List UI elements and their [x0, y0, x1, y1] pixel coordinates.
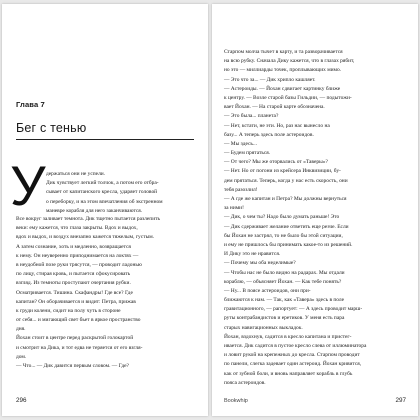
- chapter-label: Глава 7: [16, 100, 45, 109]
- text-line: ближаются к нам. — Так, как «Тавера» здесь в поле: [224, 297, 345, 304]
- text-line: — Это была... планета?: [224, 113, 279, 120]
- left-page: [2, 4, 208, 416]
- text-line: к нему. Он неуверенно приподнимается на локтях —: [16, 252, 139, 259]
- text-line: — Это что за... — Дик хрипло кашляет.: [224, 76, 316, 83]
- text-line: — Будем прятаться.: [224, 150, 271, 157]
- text-line: дом.: [16, 353, 27, 360]
- text-line: дем прятаться. Теперь, когда у нас есть скорость, они: [224, 177, 348, 184]
- text-line: бы Йохан не застрял, то не было бы этой ситуации,: [224, 232, 343, 239]
- text-line: сывает от капитанского кресла, ударяет головой: [46, 189, 158, 196]
- text-line: — Почему мы оба неделимые?: [224, 260, 296, 267]
- text-line: и ему не пришлось бы принимать какое-то из решений.: [224, 241, 353, 248]
- body-text-right: [224, 48, 408, 388]
- text-line: тебя разозлил!: [224, 186, 258, 193]
- text-line: Дик чувствует легкий толчок, а потом его отбра-: [46, 180, 159, 187]
- text-line: как от зубной боли, и вновь направляет корабль в глубь: [224, 370, 353, 377]
- text-line: — Дик сдерживает желание ответить еще резче. Если: [224, 223, 349, 230]
- text-line: и смотрит на Дика, и тот едва не теряется от его взгля-: [16, 344, 143, 351]
- text-line: А затем сознание, хоть и медленно, возвращается: [16, 243, 131, 250]
- text-line: базу... А теперь здесь поле астероидов.: [224, 131, 314, 138]
- text-line: руты контрабандистов и еретиков. У меня есть пара: [224, 315, 345, 322]
- text-line: — Ну... В поясе астероидов, они при-: [224, 287, 311, 294]
- text-line: Йохан, вздохнув, садится в кресло капитана и пристег-: [224, 333, 352, 340]
- text-line: за ними!: [224, 205, 244, 212]
- text-line: от себя... и мигающий свет бьет в яркое пространство: [16, 317, 141, 324]
- text-line: веки: ему кажется, что глаза закрыты. Вдох и выдох,: [16, 225, 138, 232]
- text-line: дня.: [16, 326, 26, 333]
- text-line: Все вокруг заливает темнота. Дик тщетно пытается разлепить: [16, 216, 160, 222]
- text-line: на всю рубку. Сначала Дику кажется, что в глазах рябит,: [224, 58, 355, 65]
- brand-label: Bookwhip: [224, 398, 248, 404]
- text-line: но это — миллиарды точек, проплывающих мимо.: [224, 67, 342, 74]
- text-line: старых навигационных выкладок.: [224, 324, 303, 331]
- text-line: по лицу, стирая кровь, и пытается сфокусировать: [16, 271, 131, 278]
- text-line: кораблю, — объясняет Йохан. — Как тебе понять?: [224, 278, 342, 285]
- text-line: вает Йохан. — На старой карте обозначена.: [224, 104, 325, 111]
- first-paragraph: [46, 170, 196, 216]
- drop-cap: У: [10, 154, 46, 217]
- text-line: взгляд. Из темноты проступают очертания рубки.: [16, 280, 131, 287]
- text-line: — Мы здесь...: [224, 140, 257, 147]
- text-line: гравитационного, — рапортует: — А здесь проводит марш-: [224, 306, 363, 313]
- chapter-title: Бег с тенью: [16, 121, 87, 135]
- text-line: к груди колени, сидит на полу чуть в стороне: [16, 307, 121, 314]
- text-line: о переборку, и на этом впечатления об экстренном: [46, 198, 163, 205]
- text-line: — Астероиды. — Йохан сдвигает картинку ближе: [224, 85, 341, 92]
- text-line: — Нет, кстати, не эти. Но, раз нас вынесло на: [224, 122, 330, 129]
- text-line: Йохан стоит в центре перед раскрытой голокартой: [16, 335, 134, 342]
- text-line: Старпом молча тычет в карту, и та разворачивается: [224, 49, 343, 55]
- text-line: Осматривается. Тишина. Скафандры! Где все? Где: [16, 289, 133, 296]
- text-line: к центру. — Возле старой базы Гильдии, — подытожи-: [224, 94, 352, 101]
- text-line: пояса астероидов.: [224, 379, 266, 386]
- page-number-right: 297: [395, 397, 406, 404]
- text-line: в неудобной позе руки трясутся, — проводит ладонью: [16, 261, 142, 268]
- text-line: — Дик, о чем ты? Надо было думать раньше! Это: [224, 214, 340, 221]
- text-line: — От чего? Мы же оторвались от «Таверы»?: [224, 159, 328, 166]
- right-page: [212, 4, 418, 416]
- text-line: — А где же капитан и Петра? Мы должны вернуться: [224, 196, 347, 202]
- text-line: маневре корабля для него заканчиваются.: [46, 207, 143, 214]
- text-line: И Дику это не нравится.: [224, 251, 281, 258]
- chapter-divider: [16, 139, 194, 140]
- text-line: капитан? Он оборачивается и видит: Петра, прижав: [16, 298, 136, 305]
- text-line: и ловит рукой на крепежных до кресла. Старпом проводит: [224, 352, 360, 359]
- text-line: держаться они не успели.: [46, 171, 106, 177]
- text-line: вдох и выдох, и воздух внезапно кажется тяжелым, густым.: [16, 234, 155, 241]
- text-line: ивается. Дик садится в пустое кресло слева от иллюминатора: [224, 343, 367, 349]
- text-line: — Что... — Дик давится первым словом. — Где?: [16, 363, 129, 369]
- text-line: — Чтобы нас не было видно на радарах. Мы отдали: [224, 269, 345, 276]
- body-text-left: [16, 215, 196, 371]
- text-line: по панели, слегка задевает один астероид. Йохан кривится,: [224, 361, 362, 368]
- text-line: — Нет. Но от погони из крейсера Инквизиции, бу-: [224, 168, 341, 175]
- page-number-left: 296: [16, 397, 27, 404]
